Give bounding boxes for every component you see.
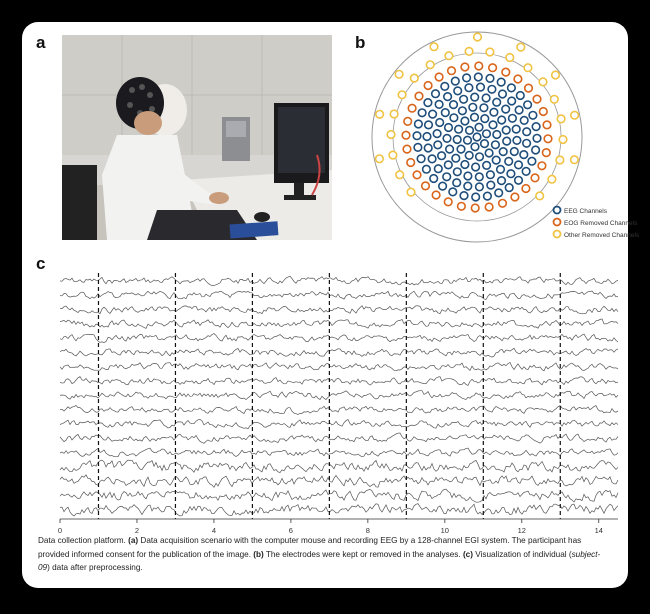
electrode-marker bbox=[404, 118, 412, 126]
electrode-marker bbox=[460, 192, 468, 200]
electrode-marker bbox=[448, 67, 456, 75]
x-tick-label: 2 bbox=[134, 526, 140, 535]
electrode-marker bbox=[407, 159, 415, 167]
electrode-marker bbox=[522, 168, 530, 176]
caption-a-tag: (a) bbox=[128, 536, 139, 545]
electrode-marker bbox=[515, 177, 523, 185]
legend-eog-label: EOG Removed Channels bbox=[564, 220, 638, 227]
electrode-marker bbox=[445, 52, 453, 60]
electrode-marker bbox=[435, 165, 443, 173]
electrode-marker bbox=[444, 93, 452, 101]
electrode-marker bbox=[403, 145, 411, 153]
electrode-marker bbox=[532, 123, 540, 131]
eeg-trace-plot bbox=[57, 259, 618, 539]
electrode-marker bbox=[529, 112, 537, 120]
electrode-marker bbox=[492, 156, 500, 164]
electrode-marker bbox=[524, 64, 532, 72]
electrode-marker bbox=[485, 149, 493, 157]
electrode-marker bbox=[465, 84, 473, 92]
x-tick-label: 4 bbox=[211, 526, 217, 535]
electrode-marker bbox=[525, 84, 533, 92]
electrode-marker bbox=[493, 131, 501, 139]
electrode-marker bbox=[495, 189, 503, 197]
electrode-marker bbox=[511, 148, 519, 156]
electrode-marker bbox=[493, 98, 501, 106]
eeg-channel-trace bbox=[60, 306, 618, 314]
x-tick-label: 10 bbox=[440, 526, 449, 535]
electrode-marker bbox=[443, 173, 451, 181]
eeg-channel-trace bbox=[60, 334, 618, 343]
electrode-marker bbox=[483, 162, 491, 170]
electrode-marker bbox=[531, 174, 539, 182]
electrode-marker bbox=[520, 151, 528, 159]
watermark bbox=[530, 571, 594, 587]
electrode-marker bbox=[461, 161, 469, 169]
eeg-channel-trace bbox=[60, 489, 618, 502]
electrode-marker bbox=[452, 154, 460, 162]
electrode-marker bbox=[512, 125, 520, 133]
electrode-montage bbox=[357, 27, 640, 263]
electrode-marker bbox=[472, 163, 480, 171]
electrode-marker bbox=[539, 78, 547, 86]
electrode-marker bbox=[413, 171, 421, 179]
legend-eeg-icon bbox=[554, 207, 561, 214]
electrode-marker bbox=[471, 113, 479, 121]
electrode-marker bbox=[559, 136, 567, 144]
eeg-channel-trace bbox=[60, 504, 618, 516]
electrode-marker bbox=[396, 171, 404, 179]
electrode-marker bbox=[499, 200, 507, 208]
electrode-marker bbox=[515, 106, 523, 114]
electrode-marker bbox=[511, 193, 519, 201]
panel-b-label: b bbox=[355, 33, 366, 52]
x-tick-label: 14 bbox=[594, 526, 603, 535]
electrode-marker bbox=[461, 63, 469, 71]
electrode-marker bbox=[439, 182, 447, 190]
electrode-marker bbox=[485, 203, 493, 211]
x-tick-label: 12 bbox=[517, 526, 526, 535]
wechat-icon bbox=[530, 573, 546, 586]
electrode-marker bbox=[450, 114, 458, 122]
caption-b-tag: (b) bbox=[253, 549, 264, 559]
electrode-marker bbox=[435, 73, 443, 81]
electrode-marker bbox=[506, 54, 514, 62]
electrode-marker bbox=[426, 61, 434, 69]
electrode-marker bbox=[464, 182, 472, 190]
electrode-marker bbox=[415, 92, 423, 100]
electrode-marker bbox=[536, 192, 544, 200]
electrode-marker bbox=[414, 144, 422, 152]
electrode-marker bbox=[441, 83, 449, 91]
electrode-marker bbox=[453, 179, 461, 187]
electrode-marker bbox=[533, 135, 541, 143]
electrode-marker bbox=[432, 191, 440, 199]
electrode-marker bbox=[486, 48, 494, 56]
electrode-marker bbox=[499, 90, 507, 98]
montage-legend bbox=[554, 207, 640, 240]
electrode-marker bbox=[522, 185, 530, 193]
electrode-marker bbox=[557, 115, 565, 123]
eeg-channel-trace bbox=[60, 319, 618, 329]
electrode-marker bbox=[465, 152, 473, 160]
caption-intro: Data collection platform. bbox=[38, 536, 129, 545]
electrode-marker bbox=[523, 140, 531, 148]
electrode-marker bbox=[517, 43, 525, 51]
electrode-marker bbox=[497, 166, 505, 174]
electrode-marker bbox=[436, 119, 444, 127]
caption-subject: subject-09 bbox=[38, 549, 601, 572]
eeg-channel-trace bbox=[60, 460, 618, 473]
eeg-channel-trace bbox=[60, 405, 618, 414]
electrode-marker bbox=[556, 156, 564, 164]
panel-a-label: a bbox=[36, 33, 46, 52]
caption-end: ) data after preprocessing. bbox=[47, 563, 143, 572]
x-tick-label: 0 bbox=[57, 526, 63, 535]
eeg-channel-trace bbox=[60, 433, 618, 443]
caption-c-tag: (c) bbox=[462, 549, 473, 559]
electrode-marker bbox=[571, 111, 579, 119]
legend-eog-icon bbox=[554, 219, 561, 226]
electrode-marker bbox=[474, 33, 482, 41]
electrode-marker bbox=[498, 116, 506, 124]
electrode-marker bbox=[548, 175, 556, 183]
electrode-marker bbox=[445, 124, 453, 132]
electrode-marker bbox=[476, 153, 484, 161]
electrode-marker bbox=[407, 188, 415, 196]
electrode-marker bbox=[477, 83, 485, 91]
electrode-marker bbox=[492, 141, 500, 149]
electrode-marker bbox=[432, 90, 440, 98]
electrode-marker bbox=[509, 115, 517, 123]
eeg-channel-trace bbox=[60, 391, 618, 400]
electrode-marker bbox=[460, 96, 468, 104]
electrode-marker bbox=[423, 133, 431, 141]
electrode-marker bbox=[508, 84, 516, 92]
electrode-marker bbox=[455, 125, 463, 133]
electrode-marker bbox=[395, 71, 403, 79]
electrode-marker bbox=[514, 75, 522, 83]
legend-other-label: Other Removed Channels bbox=[564, 232, 640, 239]
electrode-marker bbox=[424, 82, 432, 90]
electrode-marker bbox=[428, 155, 436, 163]
electrode-marker bbox=[487, 171, 495, 179]
electrode-marker bbox=[540, 108, 548, 116]
electrode-marker bbox=[571, 156, 579, 164]
electrode-marker bbox=[489, 64, 497, 72]
electrode-marker bbox=[528, 157, 536, 165]
electrode-marker bbox=[508, 97, 516, 105]
electrode-marker bbox=[481, 140, 489, 148]
electrode-marker bbox=[466, 127, 474, 135]
caption-c-text: Visualization of individual ( bbox=[472, 549, 572, 559]
electrode-marker bbox=[481, 115, 489, 123]
electrode-marker bbox=[433, 130, 441, 138]
electrode-marker bbox=[376, 155, 384, 163]
electrode-marker bbox=[415, 120, 423, 128]
electrode-marker bbox=[454, 168, 462, 176]
electrode-marker bbox=[471, 93, 479, 101]
caption-b-text: The electrodes were kept or removed in the analyses. bbox=[263, 549, 463, 559]
electrode-marker bbox=[475, 73, 483, 81]
electrode-marker bbox=[418, 109, 426, 117]
legend-other-icon bbox=[554, 231, 561, 238]
electrode-marker bbox=[463, 74, 471, 82]
electrode-marker bbox=[488, 86, 496, 94]
electrode-marker bbox=[476, 173, 484, 181]
caption-a-text: Data acquisition scenario with the computer mouse and recording EEG by a 128-channel EGI system. The participant has provided informed consent for the publication of the image. bbox=[38, 536, 582, 559]
eeg-channel-trace bbox=[60, 363, 618, 371]
electrode-marker bbox=[505, 158, 513, 166]
electrode-marker bbox=[524, 101, 532, 109]
electrode-marker bbox=[513, 137, 521, 145]
electrode-marker bbox=[544, 135, 552, 143]
electrode-marker bbox=[471, 204, 479, 212]
electrode-marker bbox=[429, 110, 437, 118]
electrode-marker bbox=[452, 77, 460, 85]
eeg-channel-trace bbox=[60, 419, 618, 428]
watermark-text: 心拓视点 bbox=[550, 573, 594, 586]
electrode-marker bbox=[523, 128, 531, 136]
electrode-marker bbox=[498, 177, 506, 185]
electrode-marker bbox=[443, 135, 451, 143]
electrode-marker bbox=[502, 68, 510, 76]
electrode-marker bbox=[446, 145, 454, 153]
x-tick-label: 8 bbox=[365, 526, 370, 535]
electrode-marker bbox=[515, 161, 523, 169]
electrode-marker bbox=[502, 126, 510, 134]
electrode-marker bbox=[430, 175, 438, 183]
electrode-marker bbox=[487, 181, 495, 189]
electrode-marker bbox=[461, 117, 469, 125]
figure-caption bbox=[38, 534, 610, 575]
electrode-marker bbox=[413, 132, 421, 140]
electrode-marker bbox=[417, 155, 425, 163]
eeg-channel-trace bbox=[60, 291, 618, 300]
electrode-marker bbox=[505, 184, 513, 192]
electrode-marker bbox=[464, 172, 472, 180]
electrode-marker bbox=[475, 62, 483, 70]
electrode-marker bbox=[423, 165, 431, 173]
electrode-marker bbox=[398, 91, 406, 99]
electrode-marker bbox=[435, 101, 443, 109]
electrode-marker bbox=[464, 136, 472, 144]
panel-c-label: c bbox=[36, 254, 46, 273]
electrode-marker bbox=[497, 78, 505, 86]
eeg-channel-trace bbox=[60, 348, 618, 357]
electrode-marker bbox=[411, 74, 419, 82]
electrode-marker bbox=[444, 198, 452, 206]
electrode-marker bbox=[450, 101, 458, 109]
electrode-marker bbox=[486, 75, 494, 83]
electrode-marker bbox=[442, 109, 450, 117]
electrode-marker bbox=[458, 203, 466, 211]
electrode-marker bbox=[490, 108, 498, 116]
electrode-marker bbox=[390, 110, 398, 118]
electrode-marker bbox=[465, 48, 473, 56]
eeg-channel-trace bbox=[60, 377, 618, 386]
figure-card bbox=[22, 22, 640, 588]
electrode-marker bbox=[476, 183, 484, 191]
electrode-marker bbox=[471, 143, 479, 151]
legend-eeg-label: EEG Channels bbox=[564, 208, 607, 215]
electrode-marker bbox=[489, 121, 497, 129]
electrode-marker bbox=[543, 121, 551, 129]
electrode-marker bbox=[430, 43, 438, 51]
data-acquisition-photo bbox=[62, 35, 332, 240]
electrode-marker bbox=[422, 182, 430, 190]
electrode-marker bbox=[507, 170, 515, 178]
electrode-marker bbox=[517, 92, 525, 100]
electrode-marker bbox=[424, 99, 432, 107]
electrode-marker bbox=[424, 144, 432, 152]
electrode-marker bbox=[520, 117, 528, 125]
electrode-marker bbox=[459, 107, 467, 115]
electrode-marker bbox=[475, 123, 483, 131]
x-tick-label: 6 bbox=[288, 526, 293, 535]
eeg-channel-trace bbox=[60, 475, 618, 487]
electrode-marker bbox=[387, 131, 395, 139]
electrode-marker bbox=[484, 192, 492, 200]
electrode-marker bbox=[402, 131, 410, 139]
electrode-marker bbox=[453, 136, 461, 144]
electrode-marker bbox=[473, 133, 481, 141]
electrode-marker bbox=[543, 149, 551, 157]
electrode-marker bbox=[503, 137, 511, 145]
eeg-channel-trace bbox=[60, 448, 618, 457]
electrode-marker bbox=[480, 104, 488, 112]
electrode-marker bbox=[533, 95, 541, 103]
electrode-marker bbox=[482, 94, 490, 102]
electrode-marker bbox=[376, 111, 384, 119]
electrode-marker bbox=[438, 152, 446, 160]
electrode-marker bbox=[502, 105, 510, 113]
electrode-marker bbox=[499, 148, 507, 156]
electrode-marker bbox=[425, 121, 433, 129]
electrode-marker bbox=[538, 162, 546, 170]
electrode-marker bbox=[483, 130, 491, 138]
electrode-marker bbox=[532, 146, 540, 154]
electrode-marker bbox=[449, 188, 457, 196]
eeg-channel-trace bbox=[60, 276, 618, 285]
electrode-marker bbox=[389, 151, 397, 159]
electrode-marker bbox=[472, 193, 480, 201]
electrode-marker bbox=[457, 145, 465, 153]
electrode-marker bbox=[552, 71, 560, 79]
electrode-marker bbox=[445, 161, 453, 169]
electrode-marker bbox=[454, 87, 462, 95]
electrode-marker bbox=[434, 141, 442, 149]
electrode-marker bbox=[551, 96, 559, 104]
electrode-marker bbox=[469, 104, 477, 112]
electrode-marker bbox=[408, 104, 416, 112]
